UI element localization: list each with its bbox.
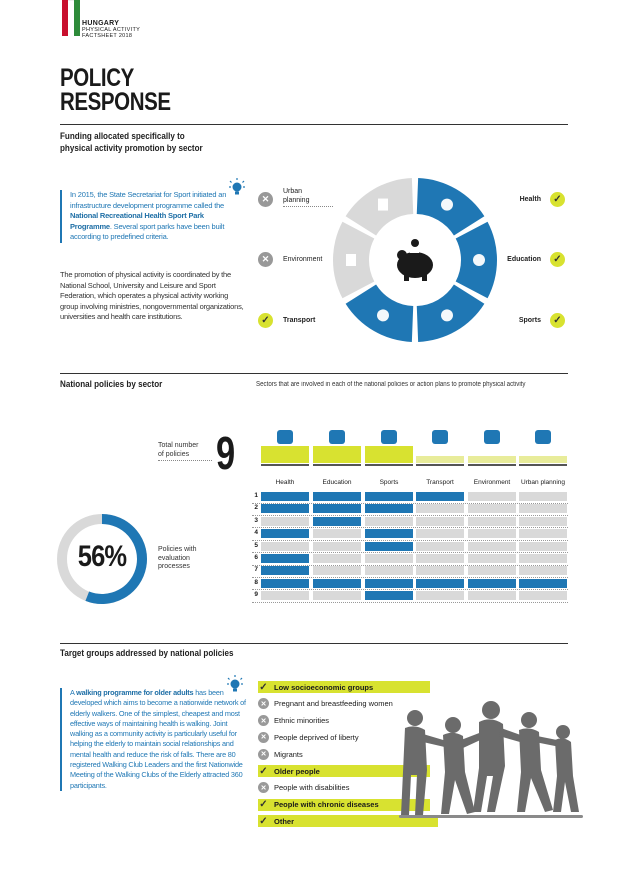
divider [60,124,568,125]
policy-cell [519,579,567,588]
policy-cell [468,591,516,600]
column-header-bar-4 [468,456,516,463]
graduation-cap-icon [329,430,345,444]
urban-planning-label [283,187,333,207]
row-divider [252,602,568,603]
policy-cell [261,554,309,563]
policy-cell [416,517,464,526]
policy-cell [468,492,516,501]
tree-icon [484,430,500,444]
walking-box-text: has been developed which aims to become a nationwide network of elderly walkers. One of the simplest, cheapest and most effective ways of maintaining health is walking. Joint walking as a community activity is particularly useful for helping the elderly to maintain social relationships and mental health and reduce the risk of falls. There are 80 registered Walking Club Leaders and the first Nationwide Meeting of the Walking Clubs of the Elderly attracted 360 participants. [70,688,246,790]
policy-cell [365,517,413,526]
row-number: 4 [254,529,258,537]
funding-info-box [60,190,240,243]
total-policies-label [158,441,212,461]
check-icon: ✓ [259,799,268,811]
policy-cell [416,529,464,538]
education-label: Education [507,256,541,263]
column-header-bar-0 [261,446,309,463]
policy-cell [261,529,309,538]
policy-cell [313,566,361,575]
walkers-illustration [395,680,585,830]
target-group-item [258,731,359,743]
policy-cell [261,542,309,551]
page-title-line1: POLICY [60,64,134,92]
column-rule [468,464,516,466]
policy-cell [416,542,464,551]
policy-cell [365,529,413,538]
header-year: FACTSHEET 2018 [82,33,133,39]
education-icon [473,254,485,266]
policy-cell [313,542,361,551]
piggy-bank-icon [397,239,433,281]
policy-cell [468,554,516,563]
transport-icon [377,309,389,321]
page-title-line2: RESPONSE [60,88,171,116]
policy-cell [313,591,361,600]
environment-text: Environment [283,256,323,263]
policy-cell [519,566,567,575]
column-label-transport: Transport [426,479,454,486]
policy-cell [313,529,361,538]
column-header-bar-2 [365,446,413,463]
row-number: 6 [254,554,258,561]
health-check-icon: ✓ [550,192,565,207]
transport-label [283,317,315,324]
country-name: HUNGARY [82,20,120,27]
bus-icon [432,430,448,444]
ball-icon [381,430,397,444]
row-number: 1 [254,492,258,499]
row-number: 3 [254,516,258,524]
policy-cell [365,554,413,563]
target-group-item [258,748,303,760]
policy-cell [468,542,516,551]
row-divider [252,552,568,553]
check-icon: ✓ [259,815,268,827]
policy-cell [261,566,309,575]
check-icon: ✓ [259,765,268,777]
target-group-label: People with chronic diseases [274,800,379,810]
target-group-label: Low socioeconomic groups [274,682,374,692]
header-block [82,20,140,39]
education-check-icon: ✓ [550,252,565,267]
environment-label [283,256,322,263]
policy-cell [468,579,516,588]
health-icon [441,199,453,211]
policy-cell [416,492,464,501]
funding-title-line2: physical activity promotion by sector [60,143,203,154]
x-icon: ✕ [258,749,269,760]
policy-cell [468,504,516,513]
column-header-bar-5 [519,456,567,463]
transport-text: Transport [283,317,316,324]
row-divider [252,577,568,578]
national-section-title: National policies by sector [60,379,163,390]
target-group-label: Ethnic minorities [274,716,330,726]
total-label-line1: Total number [158,442,199,449]
national-subtitle: Sectors that are involved in each of the national policies or action plans to promote physical activity [256,381,526,388]
policy-cell [519,542,567,551]
target-group-label: Older people [274,766,320,776]
header-subtitle: PHYSICAL ACTIVITY [82,27,141,33]
urban-planning-x-icon: ✕ [258,192,273,207]
evaluation-label-line2: evaluation [158,554,190,562]
sports-check-icon: ✓ [550,313,565,328]
check-icon: ✓ [259,681,268,693]
policy-cell [365,566,413,575]
row-divider [252,565,568,566]
environment-x-icon: ✕ [258,252,273,267]
policy-cell [261,591,309,600]
row-number: 8 [254,578,258,586]
row-number: 2 [254,504,258,512]
policy-cell [416,566,464,575]
total-label-line2: of policies [158,451,190,458]
total-policies-value: 9 [216,427,236,479]
funding-title-line1: Funding allocated specifically to [60,131,185,142]
column-label-sports: Sports [379,479,399,486]
walking-box-text-start: A [70,688,77,697]
policy-cell [313,517,361,526]
urban-label-line1: Urban [283,188,303,195]
policy-cell [416,591,464,600]
policy-cell [365,542,413,551]
policy-cell [468,529,516,538]
health-kit-icon [277,430,293,444]
policy-cell [468,517,516,526]
policy-cell [313,554,361,563]
policy-cell [519,529,567,538]
policy-cell [416,579,464,588]
target-group-label: Pregnant and breastfeeding women [274,699,393,709]
policy-cell [416,554,464,563]
row-number: 7 [254,566,258,574]
environment-shape-icon [346,254,356,266]
x-icon: ✕ [258,732,269,743]
policy-cell [365,591,413,600]
target-group-label: People deprived of liberty [274,732,359,742]
policy-cell [261,492,309,501]
policy-cell [261,579,309,588]
target-group-label: Migrants [274,749,303,759]
policy-cell [519,492,567,501]
health-label: Health [519,196,541,203]
policy-cell [519,591,567,600]
transport-check-icon: ✓ [258,313,273,328]
funding-section-title [60,131,203,155]
row-divider [252,503,568,504]
policy-cell [365,492,413,501]
column-rule [519,464,567,466]
policy-cell [365,579,413,588]
policy-cell [365,504,413,513]
sports-icon [441,309,453,321]
row-divider [252,540,568,541]
column-rule [261,464,309,466]
funding-box-text-end: . Several sport parks have been built according to predefined criteria. [70,221,225,241]
column-rule [416,464,464,466]
policy-cell [313,579,361,588]
buildings-icon [535,430,551,444]
target-group-label: People with disabilities [274,783,350,793]
policy-cell [261,517,309,526]
column-label-health: Health [275,479,295,486]
urban-planning-shape-icon [378,199,388,211]
page-title [60,66,171,114]
evaluation-ring [56,513,148,605]
row-number: 9 [254,591,258,599]
evaluation-percent: 56% [77,540,127,573]
row-divider [252,515,568,516]
policy-cell [313,492,361,501]
row-divider [252,527,568,528]
evaluation-label [158,546,197,572]
column-label-environment: Environment [473,479,511,486]
policy-cell [313,504,361,513]
policy-cell [519,517,567,526]
target-group-item [258,782,349,794]
policy-cell [519,504,567,513]
target-group-item [258,715,329,727]
policy-cell [261,504,309,513]
target-section-title: Target groups addressed by national policies [60,648,234,659]
evaluation-label-line1: Policies with [158,546,197,553]
row-number: 5 [254,541,258,549]
funding-box-text: In 2015, the State Secretariat for Sport initiated an infrastructure development programme called the [70,190,227,210]
policy-cell [468,566,516,575]
column-rule [313,464,361,466]
policy-cell [416,504,464,513]
target-group-label: Other [274,816,295,826]
row-divider [252,589,568,590]
policy-cell [519,554,567,563]
column-label-urban-planning: Urban planning [520,479,566,486]
column-rule [365,464,413,466]
column-label-education: Education [322,479,352,486]
funding-paragraph: The promotion of physical activity is coordinated by the National School, University and Leisure and Sport Federation, which operates a physical activity working group involving ministries, nongovernmental organizations, universities and health care institutions. [60,270,244,321]
sports-label: Sports [518,317,541,324]
x-icon: ✕ [258,715,269,726]
programme-name: National Recreational Health Sport Park Programme [70,211,204,231]
x-icon: ✕ [258,698,269,709]
flag-icon [62,0,80,38]
divider [60,643,568,644]
target-group-item [258,698,393,710]
walking-programme-name: walking programme for older adults [76,688,194,697]
urban-label-line2: planning [283,197,310,204]
column-header-bar-1 [313,446,361,463]
column-header-bar-3 [416,456,464,463]
evaluation-label-line3: processes [158,563,190,570]
x-icon: ✕ [258,782,269,793]
divider [60,373,568,374]
sector-funding-donut [330,175,500,345]
walking-programme-box [60,688,248,791]
